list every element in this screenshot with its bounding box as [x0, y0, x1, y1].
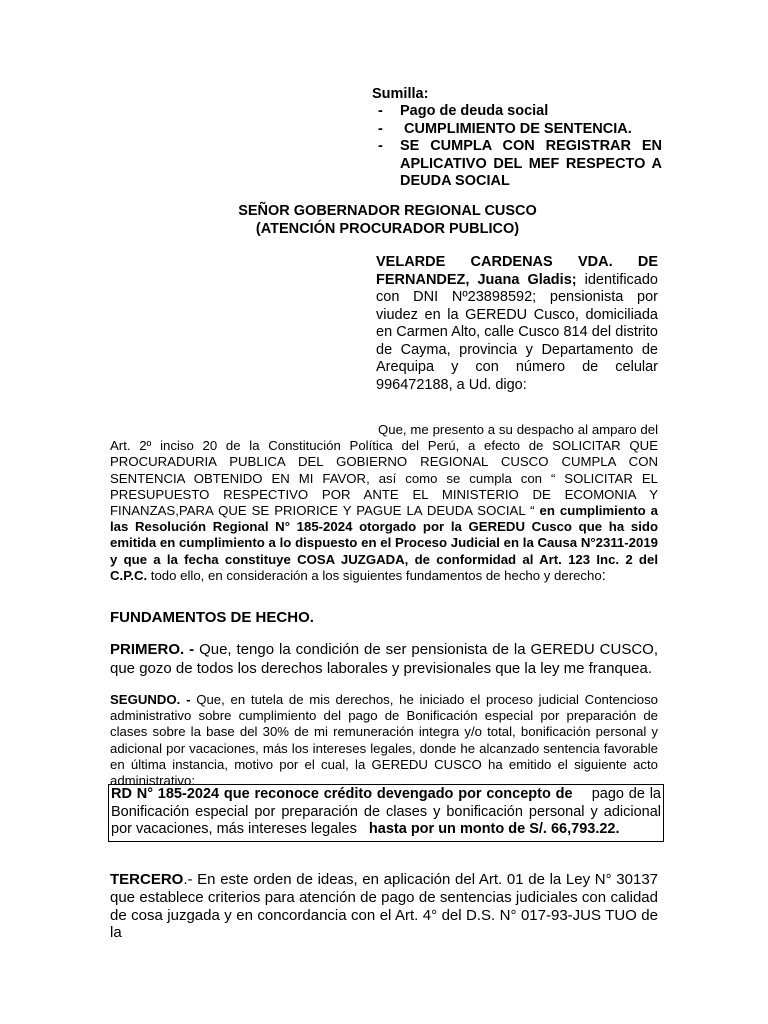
addressee-block: [110, 203, 665, 238]
sumilla-dash: -: [378, 103, 383, 120]
resolution-amount: hasta por un monto de S/. 66,793.22.: [368, 821, 620, 837]
sumilla-title: Sumilla:: [372, 86, 429, 102]
sumilla-item-text: SE CUMPLA CON REGISTRAR EN APLICATIVO DEL MEF RESPECTO A DEUDA SOCIAL: [400, 138, 662, 190]
intro-bold-text: en cumplimiento a las Resolución Regional N° 185-2024 otorgado por la GEREDU Cusco que ha sido emitida en cumplimiento a lo dispuesto en el Proceso Judicial en la Causa N°2311-2019 y que a la fecha constituye COSA JUZGADA, de conformidad al Art. 123 Inc. 2 del C.P.C.: [110, 503, 658, 583]
resolution-box: [108, 784, 664, 842]
intro-paragraph: [110, 422, 658, 584]
paragraph-label: PRIMERO. -: [110, 641, 195, 658]
sumilla-item: [372, 121, 662, 138]
paragraph-tercero: [110, 871, 658, 942]
resolution-text: pago de la Bonificación especial por preparación de clases y bonificación personal y adicional por vacaciones, más intereses legales: [111, 786, 666, 837]
addressee-line: SEÑOR GOBERNADOR REGIONAL CUSCO: [238, 203, 537, 219]
sumilla-block: [372, 86, 662, 190]
sumilla-dash: -: [378, 120, 383, 137]
sumilla-item: [372, 138, 662, 190]
paragraph-primero: [110, 641, 658, 678]
intro-text: Que, me presento a su despacho al amparo del Art. 2º inciso 20 de la Constitución Política del Perú, a efecto de SOLICITAR QUE PROCURADURIA PUBLICA DEL GOBIERNO REGIONAL CUSCO CUMPLA CON SENTENCIA OBTENIDO EN MI FAVOR, así como se cumpla con “ SOLICITAR EL PRESUPUESTO RESPECTIVO POR ANTE EL MINISTERIO DE ECOMONIA Y FINANZAS,PARA QUE SE PRIORICE Y PAGUE LA DEUDA SOCIAL “: [110, 422, 658, 519]
paragraph-text: .- En este orden de ideas, en aplicación del Art. 01 de la Ley N° 30137 que establece criterios para atención de pago de sentencias judiciales con calidad de cosa juzgada y en concordancia con el Art. 4° del D.S. N° 017-93-JUS TUO de la: [110, 871, 658, 942]
paragraph-segundo: [110, 692, 658, 789]
petitioner-name: VELARDE CARDENAS VDA. DE FERNANDEZ, Juana Gladis;: [376, 254, 658, 288]
intro-text-end: todo ello, en consideración a los siguientes fundamentos de hecho y derecho: [147, 567, 602, 583]
paragraph-text: Que, tengo la condición de ser pensionista de la GEREDU CUSCO, que gozo de todos los derechos laborales y previsionales que la ley me franquea.: [110, 641, 658, 677]
petitioner-details: identificado con DNI Nº23898592; pensionista por viudez en la GEREDU Cusco, domiciliada en Carmen Alto, calle Cusco 814 del distrito de Cayma, provincia y Departamento de Arequipa y con número de celular 996472188, a Ud. digo:: [376, 271, 658, 393]
intro-colon: :: [601, 567, 606, 584]
sumilla-item-text: Pago de deuda social: [400, 103, 549, 120]
paragraph-label: SEGUNDO. -: [110, 692, 191, 707]
petitioner-identification: [376, 254, 658, 394]
sumilla-dash: -: [378, 138, 383, 155]
section-title: FUNDAMENTOS DE HECHO.: [110, 609, 314, 626]
paragraph-text: Que, en tutela de mis derechos, he iniciado el proceso judicial Contencioso administrativo sobre cumplimiento del pago de Bonificación especial por preparación de clases sobre la base del 30% de mi remuneración integra y/o total, bonificación personal y adicional por vacaciones, más los intereses legales, donde he alcanzado sentencia favorable en última instancia, motivo por el cual, la GEREDU CUSCO ha emitido el siguiente acto administrativo:: [110, 692, 658, 789]
addressee-line: (ATENCIÓN PROCURADOR PUBLICO): [255, 220, 520, 237]
sumilla-item-text: CUMPLIMIENTO DE SENTENCIA.: [400, 120, 632, 137]
sumilla-item: [372, 103, 662, 120]
resolution-bold-text: RD N° 185-2024 que reconoce crédito devengado por concepto de: [111, 786, 573, 802]
paragraph-label: TERCERO: [110, 871, 184, 888]
